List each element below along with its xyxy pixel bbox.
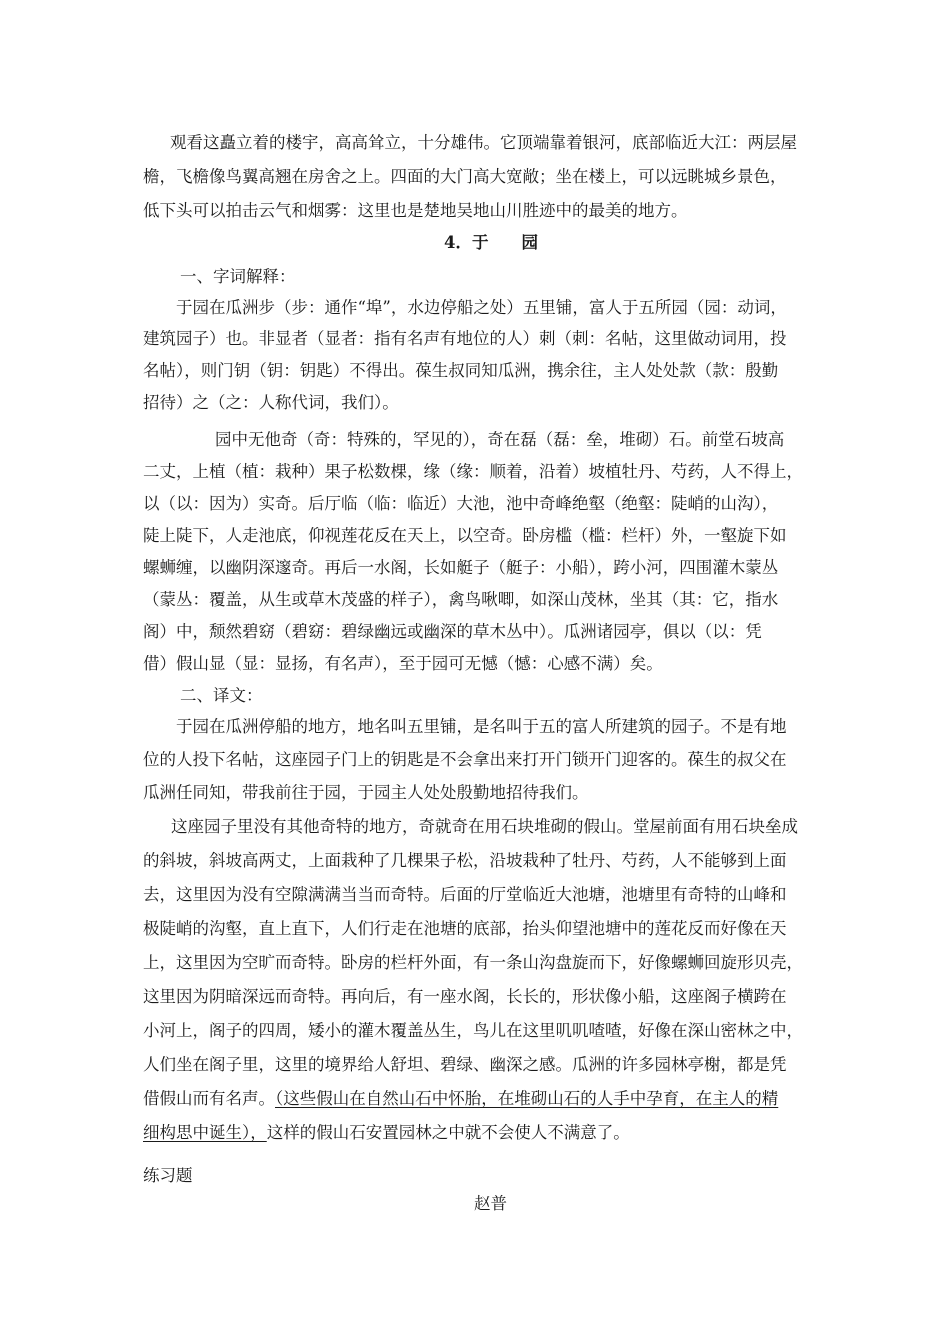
part2-heading: 二、译文： (180, 686, 263, 705)
text-line: （蒙丛：覆盖，从生或草木茂盛的样子），禽鸟啾唧，如深山茂林，坐其（其：它，指水 (143, 590, 779, 609)
text-line: 这里因为阴暗深远而奇特。再向后，有一座水阁，长长的，形状像小船，这座阁子横跨在 (143, 987, 787, 1006)
text-line: 这座园子里没有其他奇特的地方，奇就奇在用石块堆砌的假山。堂屋前面有用石块垒成 (171, 817, 798, 836)
text-line: 瓜洲任同知，带我前往于园，于园主人处处殷勤地招待我们。 (143, 783, 589, 802)
text-line: 园中无他奇（奇：特殊的，罕见的），奇在磊（磊：垒，堆砌）石。前堂石坡高 (215, 430, 785, 449)
underlined-text: （这些假山在自然山石中怀胎，在堆砌山石的人手中孕育，在主人的精 (275, 1089, 779, 1108)
text-line: 檐，飞檐像鸟翼高翘在房舍之上。四面的大门高大宽敞；坐在楼上，可以远眺城乡景色， (143, 167, 787, 186)
text-line (143, 1088, 778, 1110)
text-line: 极陡峭的沟壑，直上直下，人们行走在池塘的底部，抬头仰望池塘中的莲花反而好像在天 (143, 919, 787, 938)
text-line: 建筑园子）也。非显者（显者：指有名声有地位的人）刺（刺：名帖，这里做动词用，投 (143, 329, 787, 348)
text-line: 低下头可以拍击云气和烟雾：这里也是楚地吴地山川胜迹中的最美的地方。 (143, 201, 688, 220)
text-line: 的斜坡，斜坡高两丈，上面栽种了几棵果子松，沿坡栽种了牡丹、芍药，人不能够到上面 (143, 851, 787, 870)
text-line: 阁）中，颓然碧窈（碧窈：碧绿幽远或幽深的草木丛中）。瓜洲诸园亭，俱以（以：凭 (143, 622, 762, 641)
next-section-title: 赵普 (474, 1194, 507, 1213)
text-line: 观看这矗立着的楼宇，高高耸立，十分雄伟。它顶端靠着银河，底部临近大江：两层屋 (170, 133, 797, 152)
text-line: 于园在瓜洲停船的地方，地名叫五里铺，是名叫于五的富人所建筑的园子。不是有地 (176, 717, 787, 736)
text-line: 于园在瓜洲步（步：通作“埠”，水边停船之处）五里铺，富人于五所园（园：动词， (176, 298, 787, 317)
text-line: 小河上，阁子的四周，矮小的灌木覆盖丛生，鸟儿在这里叽叽喳喳，好像在深山密林之中， (143, 1021, 803, 1040)
text-line: 螺蛳缠，以幽阴深邃奇。再后一水阁，长如艇子（艇子：小船），跨小河，四围灌木蒙丛 (143, 558, 779, 577)
text-line: 二丈，上植（植：栽种）果子松数棵，缘（缘：顺着，沿着）坡植牡丹、芍药，人不得上， (143, 462, 803, 481)
part1-heading: 一、字词解释： (180, 267, 296, 286)
text-line: 借）假山显（显：显扬，有名声），至于园可无憾（憾：心感不满）矣。 (143, 654, 663, 673)
text-line: 以（以：因为）实奇。后厅临（临：临近）大池，池中奇峰绝壑（绝壑：陡峭的山沟）， (143, 494, 779, 513)
text-line: 上，这里因为空旷而奇特。卧房的栏杆外面，有一条山沟盘旋而下，好像螺蛳回旋形贝壳， (143, 953, 803, 972)
text-line: 招待）之（之：人称代词，我们）。 (143, 393, 399, 412)
plain-text: 这样的假山石安置园林之中就不会使人不满意了。 (266, 1123, 630, 1142)
text-line: 去，这里因为没有空隙满满当当而奇特。后面的厅堂临近大池塘，池塘里有奇特的山峰和 (143, 885, 787, 904)
text-line: 位的人投下名帖，这座园子门上的钥匙是不会拿出来打开门锁开门迎客的。葆生的叔父在 (143, 750, 787, 769)
exercise-label: 练习题 (143, 1166, 193, 1185)
section-title: 4．于 园 (444, 233, 538, 252)
text-line (143, 1122, 630, 1144)
plain-text: 借假山而有名声。 (143, 1089, 275, 1108)
text-line: 人们坐在阁子里，这里的境界给人舒坦、碧绿、幽深之感。瓜洲的许多园林亭榭，都是凭 (143, 1055, 787, 1074)
underlined-text: 细构思中诞生）， (143, 1123, 267, 1142)
text-line: 名帖），则门钥（钥：钥匙）不得出。葆生叔同知瓜洲，携余往，主人处处款（款：殷勤 (143, 361, 779, 380)
text-line: 陡上陡下，人走池底，仰视莲花反在天上，以空奇。卧房槛（槛：栏杆）外，一壑旋下如 (143, 526, 787, 545)
